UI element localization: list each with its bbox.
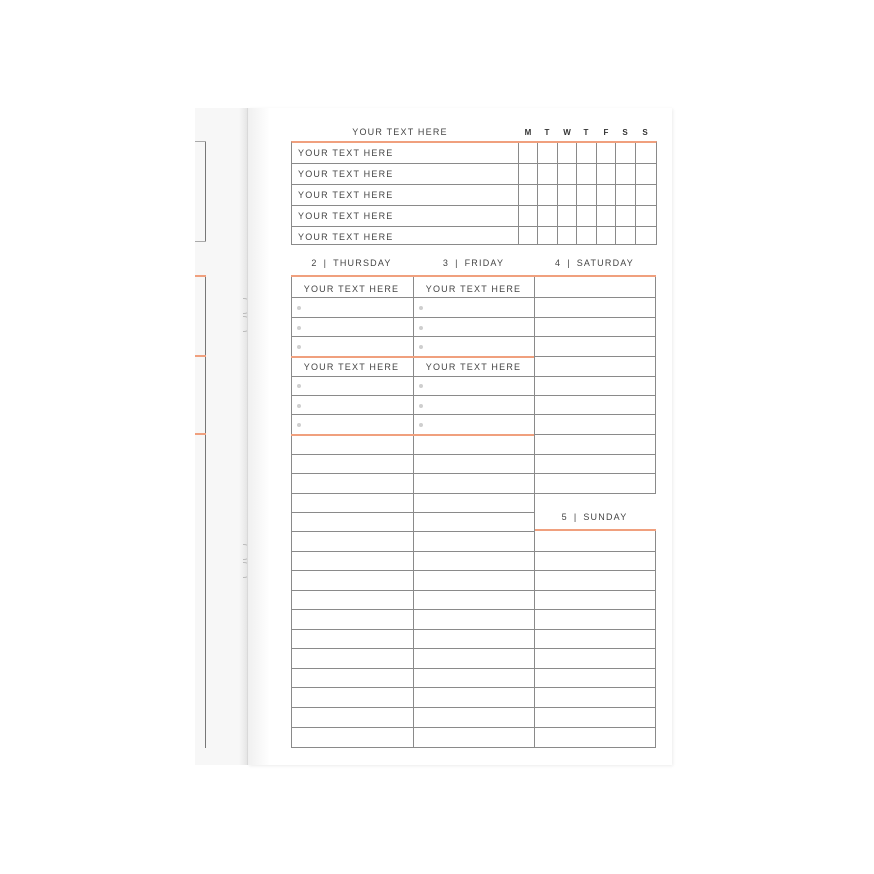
habit-row[interactable] [292,185,656,206]
habit-label: YOUR TEXT HERE [298,169,394,179]
ruled-line [534,551,656,552]
day-number: 3 [442,258,450,268]
day-name: SATURDAY [576,258,635,268]
bullet-dot [419,326,423,330]
bullet-dot [419,345,423,349]
ruled-line [534,376,656,377]
bullet-dot [419,306,423,310]
day-name: SUNDAY [583,512,628,522]
habit-label: YOUR TEXT HERE [298,190,394,200]
habit-tracker-header [291,125,656,141]
ruled-line [534,356,656,357]
friday-section-title: YOUR TEXT HERE [425,362,522,372]
ruled-line [534,629,656,630]
ruled-line [291,376,534,377]
ruled-line [291,493,534,494]
habit-row[interactable] [292,143,656,164]
day-separator: | [455,258,459,268]
section-accent-rule [291,356,534,358]
left-page-border [205,141,206,242]
habit-row[interactable] [292,164,656,185]
ruled-line [534,414,656,415]
ruled-line [291,570,534,571]
day-letter-thu: T [583,128,589,137]
grid-border [655,277,656,494]
habit-label: YOUR TEXT HERE [298,148,394,158]
ruled-line [291,414,534,415]
bullet-dot [297,423,301,427]
ruled-line [534,493,656,494]
day-letter-mon: M [524,128,532,137]
day-title-sunday [534,512,655,522]
day-letter-fri: F [603,128,609,137]
ruled-line [291,317,534,318]
left-page-accent-line [195,355,206,357]
day-separator: | [323,258,328,268]
habit-row[interactable] [292,206,656,227]
bullet-dot [419,423,423,427]
sunday-accent-rule [534,529,656,531]
ruled-line [291,531,534,532]
day-title-friday [413,258,534,268]
ruled-line [534,434,656,435]
day-title-saturday [534,258,655,268]
ruled-line [291,512,534,513]
ruled-line [291,707,534,708]
bullet-dot [297,345,301,349]
habit-label: YOUR TEXT HERE [298,232,394,242]
bullet-dot [297,404,301,408]
ruled-line [291,668,534,669]
ruled-line [534,687,656,688]
ruled-line [291,629,534,630]
ruled-line [534,395,656,396]
habit-label: YOUR TEXT HERE [298,211,394,221]
ruled-line [534,727,656,728]
ruled-line [534,648,656,649]
thursday-section-title: YOUR TEXT HERE [303,362,400,372]
ruled-line [534,336,656,337]
previous-page-edge [195,108,247,765]
page-spine [247,108,248,765]
ruled-line [534,609,656,610]
day-letter-sun: S [642,128,648,137]
ruled-line [291,747,534,748]
ruled-line [534,570,656,571]
page-inner-shadow [248,108,270,765]
friday-section-title: YOUR TEXT HERE [425,284,522,294]
day-title-thursday [291,258,412,268]
day-number: 5 [561,512,568,522]
ruled-line [534,668,656,669]
ruled-line [291,473,534,474]
ruled-line [291,648,534,649]
ruled-line [534,317,656,318]
ruled-line [291,454,534,455]
grid-border [655,531,656,748]
page-gutter-shadow [239,108,247,765]
thursday-section-title: YOUR TEXT HERE [303,284,400,294]
ruled-line [291,687,534,688]
bullet-dot [419,384,423,388]
days-accent-rule [291,275,656,277]
day-letter-tue: T [544,128,550,137]
ruled-line [291,609,534,610]
grid-divider [534,277,535,748]
left-page-accent-line [195,433,206,435]
day-letter-wed: W [563,128,571,137]
bullet-dot [297,306,301,310]
day-number: 2 [311,258,318,268]
left-page-line [195,241,206,242]
ruled-line [291,727,534,728]
ruled-line [291,395,534,396]
habit-tracker-title: YOUR TEXT HERE [352,127,448,137]
day-name: FRIDAY [464,258,505,268]
day-letter-sat: S [622,128,628,137]
habit-tracker-table [291,141,657,245]
ruled-line [534,297,656,298]
habit-row[interactable] [292,227,656,247]
day-name: THURSDAY [333,258,392,268]
left-page-line [195,141,206,142]
ruled-line [291,297,534,298]
ruled-line [534,747,656,748]
ruled-line [534,590,656,591]
day-separator: | [573,512,578,522]
section-accent-rule [291,434,534,436]
bullet-dot [297,384,301,388]
left-page-border [205,277,206,748]
bullet-dot [419,404,423,408]
day-separator: | [567,258,571,268]
ruled-line [534,707,656,708]
ruled-line [534,473,656,474]
bullet-dot [297,326,301,330]
ruled-line [534,454,656,455]
day-number: 4 [554,258,562,268]
ruled-line [291,336,534,337]
ruled-line [291,551,534,552]
ruled-line [291,590,534,591]
